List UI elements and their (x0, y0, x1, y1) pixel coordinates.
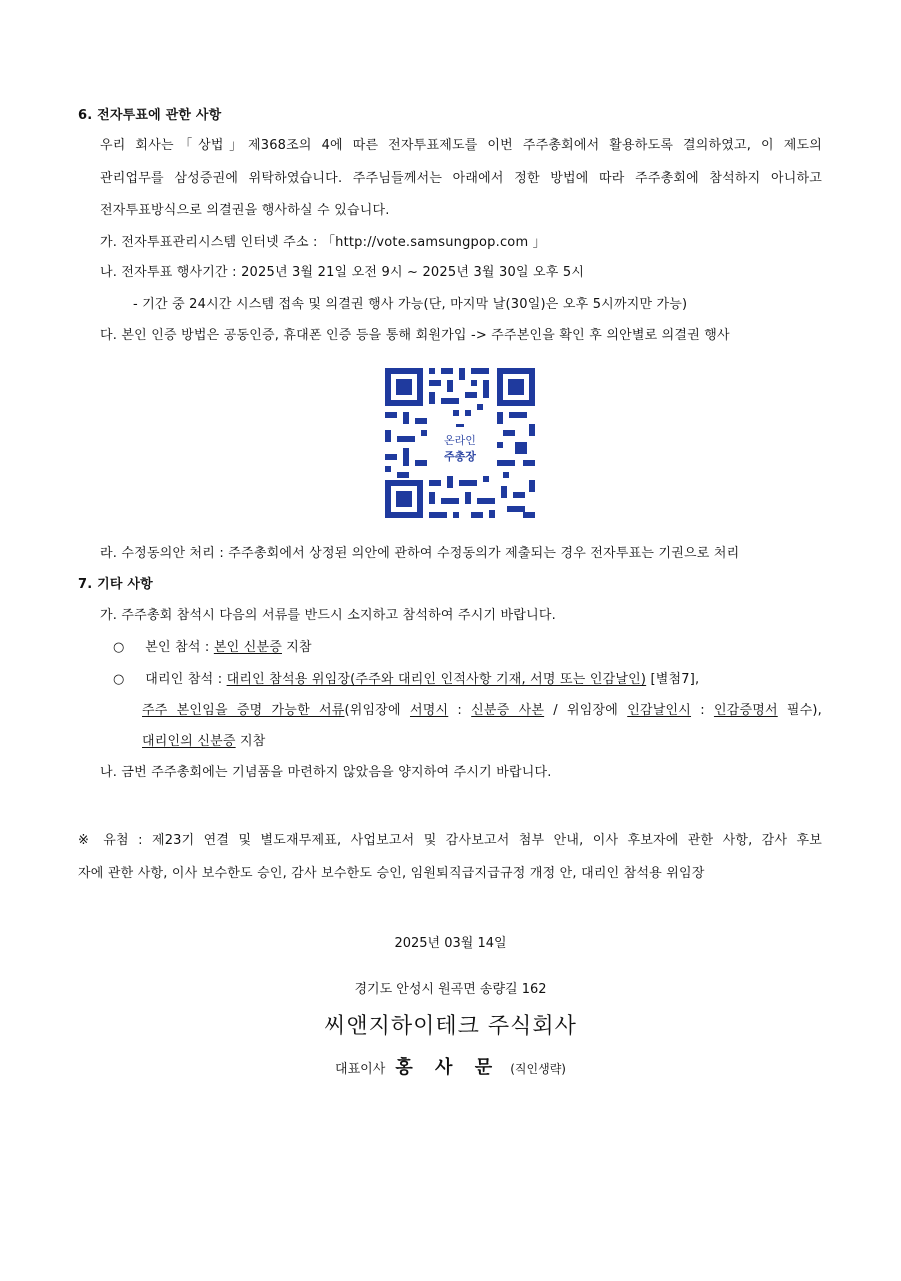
self-attendance-suffix: 지참 (281, 640, 312, 655)
section-6-item-ra: 라. 수정동의안 처리 : 주주총회에서 상정된 의안에 관하여 수정동의가 제출되는 경우 전자투표는 기권으로 처리 (100, 546, 740, 561)
proxy-power-of-attorney: 대리인 참석용 위임장(주주와 대리인 인적사항 기재, 서명 또는 인감날인) (226, 672, 647, 687)
bullet-circle-icon: ○ (113, 672, 125, 687)
ceo-name: 홍 사 문 (395, 1057, 501, 1078)
proxy-attachment-ref: [별첨7], (646, 672, 700, 687)
ceo-signature-line (0, 1056, 901, 1082)
online-meeting-qr-code[interactable] (383, 366, 537, 520)
self-id-card: 본인 신분증 (213, 640, 282, 655)
proxy-attendance-line-2 (142, 702, 822, 720)
proxy-text: 지참 (235, 734, 266, 749)
proxy-text: : (448, 703, 472, 718)
attachment-note-line-1: ※ 유첨 : 제23기 연결 및 별도재무제표, 사업보고서 및 감사보고서 첨부 안내, 이사 후보자에 관한 사항, 감사 후보 (78, 833, 822, 848)
section-6-paragraph-line-3: 전자투표방식으로 의결권을 행사하실 수 있습니다. (100, 203, 390, 218)
proxy-id-card: 대리인의 신분증 (142, 734, 236, 749)
attachment-note-line-2: 자에 관한 사항, 이사 보수한도 승인, 감사 보수한도 승인, 임원퇴직급지급규정 개정 안, 대리인 참석용 위임장 (78, 866, 705, 881)
proxy-attendance-line-3 (142, 733, 266, 751)
notice-date: 2025년 03월 14일 (394, 936, 507, 951)
ceo-title: 대표이사 (335, 1062, 386, 1077)
qr-label-line-1: 온라인 (444, 434, 476, 447)
seal-case: 인감날인시 (627, 703, 692, 718)
section-6-heading: 6. 전자투표에 관한 사항 (78, 108, 222, 123)
seal-certificate: 인감증명서 (713, 703, 778, 718)
seal-omitted-note: (직인생략) (510, 1062, 566, 1076)
proxy-text: (위임장에 (344, 703, 410, 718)
section-6-item-da: 다. 본인 인증 방법은 공동인증, 휴대폰 인증 등을 통해 회원가입 -> 주주본인을 확인 후 의안별로 의결권 행사 (100, 328, 730, 343)
section-7-heading: 7. 기타 사항 (78, 577, 153, 592)
shareholder-id-proof: 주주 본인임을 증명 가능한 서류 (142, 703, 345, 718)
section-6-paragraph-line-2: 관리업무를 삼성증권에 위탁하였습니다. 주주님들께서는 아래에서 정한 방법에 따라 주주총회에 참석하지 아니하고 (100, 171, 822, 186)
proxy-attendance-label: 대리인 참석 : (145, 672, 227, 687)
qr-label-line-2: 주총장 (444, 450, 476, 463)
proxy-text: / 위임장에 (544, 703, 628, 718)
signature-case: 서명시 (409, 703, 449, 718)
proxy-text: : (691, 703, 714, 718)
self-attendance-label: 본인 참석 : (145, 640, 214, 655)
proxy-attendance-line-1 (113, 671, 699, 689)
section-7-item-ga: 가. 주주총회 참석시 다음의 서류를 반드시 소지하고 참석하여 주시기 바랍니다. (100, 608, 556, 623)
company-address: 경기도 안성시 원곡면 송량길 162 (354, 982, 547, 997)
company-name: 씨앤지하이테크 주식회사 (324, 1014, 577, 1039)
self-attendance-line (113, 639, 312, 657)
section-7-item-na: 나. 금번 주주총회에는 기념품을 마련하지 않았음을 양지하여 주시기 바랍니다. (100, 765, 552, 780)
section-6-item-na-sub: - 기간 중 24시간 시스템 접속 및 의결권 행사 가능(단, 마지막 날(30일)은 오후 5시까지만 가능) (133, 297, 688, 312)
id-copy: 신분증 사본 (471, 703, 545, 718)
proxy-text: 필수), (777, 703, 823, 718)
section-6-paragraph-line-1: 우리 회사는「상법」제368조의 4에 따른 전자투표제도를 이번 주주총회에서 활용하도록 결의하였고, 이 제도의 (100, 138, 822, 153)
section-6-item-na: 나. 전자투표 행사기간 : 2025년 3월 21일 오전 9시 ~ 2025년 3월 30일 오후 5시 (100, 265, 585, 280)
bullet-circle-icon: ○ (113, 640, 125, 655)
section-6-item-ga: 가. 전자투표관리시스템 인터넷 주소 : 「http://vote.samsungpop.com 」 (100, 235, 546, 250)
